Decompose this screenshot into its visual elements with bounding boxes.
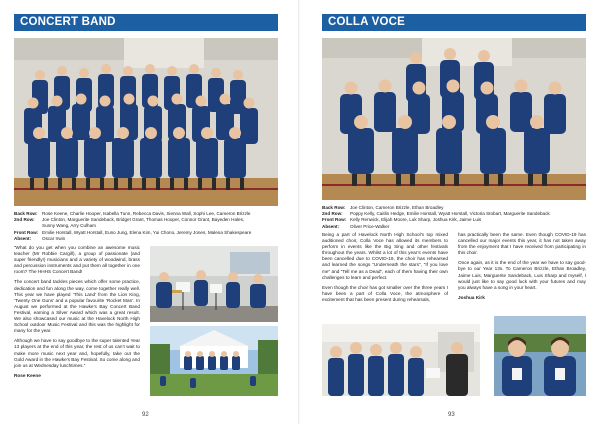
caption-row: Absent: Oscar Irwin: [14, 235, 66, 241]
caption-row: Absent: Oliver Price-Walker: [322, 223, 390, 229]
right-page: [300, 0, 600, 424]
choir-rehearsal-photo: [322, 324, 480, 396]
page-number: 92: [142, 412, 149, 418]
caption-row: Back Row: Joe Clinton, Cameron Brizzle, Ethan Broadley: [322, 205, 444, 210]
concert-band-group-photo: [14, 38, 278, 206]
article-author: Rose Keene: [14, 372, 41, 378]
article-paragraph: Even though the choir has got smaller over the three years I have been a part of Colla Voce, the atmosphere of excitement that has been present during rehearsals,: [322, 284, 448, 302]
colla-voce-group-photo: [322, 38, 586, 200]
caption-row: Back Row: Rose Keene, Charlie Hooper, Isabella Tunn, Rebecca Davis, Sienna Wall, Sophi Lee, Cameron Brizzle: [14, 211, 251, 216]
colla-voce-article-col2: [458, 232, 586, 301]
article-paragraph: Once again, as it is the end of the year we have to say good-bye to our Year 13s. To Cameron Brizzle, Ethan Broadley, Jaime Luis, Marguerite Sandeback, Luis Sharp and myself, I would just like to say good luck with your futures and may you always have a song in your heart.: [458, 260, 586, 290]
colla-voce-heading: COLLA VOCE: [322, 14, 586, 31]
page-number: 93: [448, 412, 455, 418]
band-rehearsal-photo: [150, 246, 278, 322]
caption-row: 2nd Row: Joe Clinton, Marguerite Sandeback, Bridget Grant, Thomas Hooper, Connor Grant, Bayeden Hales,: [14, 217, 245, 223]
article-paragraph: The concert band tackles pieces which offer some practice, dedication and fun along the way, come together really well. This year we have played ‘This Land’ from the Lion King, ‘Twenty One Guns’ and a popular favourite ‘Rocket Man’. In August we performed at the Hawke’s Bay Concert Band Festival, earning a Silver Award which was a great result. We also showcased our music at the Havelock North High School outdoor Music Festival and this was the highlight for many for the year.: [14, 279, 140, 334]
article-paragraph: Although we have to say goodbye to the super talented Year 13 players at the end of this year, the rest of us can’t wait to make more music next year and, hopefully, take out the Gold Award in the Hawke’s Bay Festival. So come along and join us at Wednesday lunchtimes.”: [14, 338, 140, 368]
article-paragraph: has practically been the same. Even though COVID-19 has cancelled our major events this year, it has not taken away from the enjoyment that I have received from participating in this choir.: [458, 232, 586, 256]
caption-row: 2nd Row: Poppy Kelly, Caitlin Hedge, Emilie Horstall, Wyatt Horstall, Victoria Stobart, Marguerite Sandeback: [322, 211, 550, 217]
music-festival-photo: [150, 326, 278, 396]
choir-members-photo: [494, 316, 586, 396]
article-paragraph: “What do you get when you combine an awesome music teacher (Mr Robbie Cargill), a group of passionate (and super friendly!) musicians and a variety of woodwind, brass and percussion instruments and put them all together in one room? The HHHS Concert Band!: [14, 245, 140, 275]
article-author: Joshua Kirk: [458, 294, 485, 300]
concert-band-heading: CONCERT BAND: [14, 14, 278, 31]
concert-band-article: [14, 245, 140, 379]
caption-row: Front Row: Emilie Horstall, Wyatt Horstall, Euno Jung, Elena Kim, Yui Chono, Jeremy Jones, Malena Shakespeare: [14, 229, 252, 235]
caption-row: Front Row: Kelly Renwick, Elijah Moore, Luk Sharp, Joshua Kirk, Jaime Luis: [322, 217, 482, 223]
colla-voce-article-col1: [322, 232, 448, 307]
caption-row: Sunny Wang, Arry Culham: [42, 223, 96, 229]
colla-voce-caption: [322, 205, 592, 230]
concert-band-caption: [14, 211, 284, 242]
article-paragraph: Being a part of Havelock North High School’s top mixed auditioned choir, Colla Voce has allowed its members to perform in events like the Big Sing and other festivals throughout the years. Whilst a lot of this year’s events have been cancelled due to COVID-19, the choir has rehearsed and learned the songs “Underneath the stars”, “If you love me” and “Tell me as a Dead”, each of them having their own challenges to learn and perfect.: [322, 232, 448, 280]
